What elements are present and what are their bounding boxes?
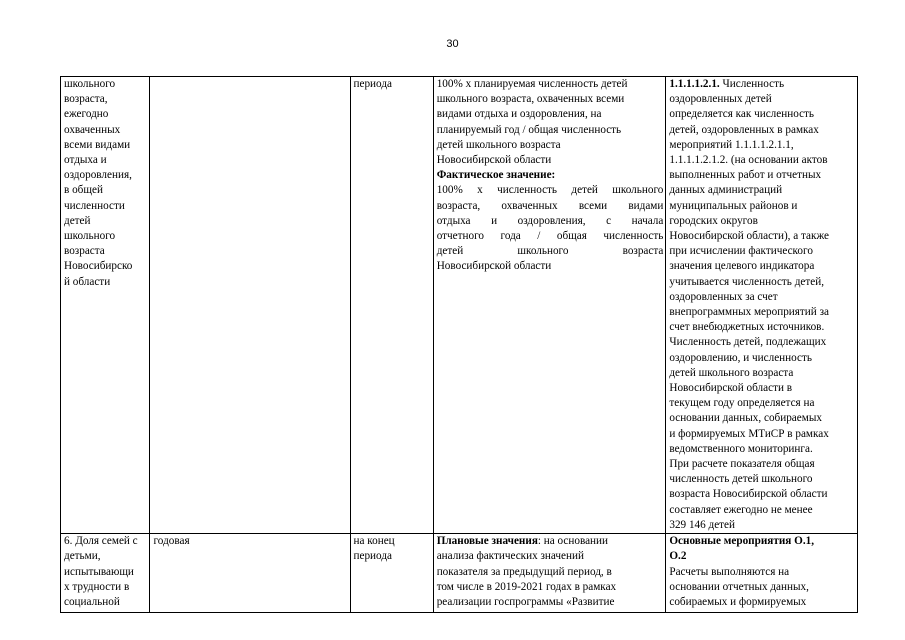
text-line: периода bbox=[353, 550, 392, 563]
text-line: школьного bbox=[64, 78, 116, 90]
method-text bbox=[669, 77, 855, 92]
text-line: составляет ежегодно не менее bbox=[669, 503, 813, 516]
text-line: 6. Доля семей с bbox=[64, 535, 138, 548]
table-row bbox=[61, 534, 858, 613]
plan-formula bbox=[437, 77, 664, 168]
text-line: отдыха и оздоровления, с начала bbox=[436, 214, 664, 227]
text-line: основании отчетных данных, bbox=[669, 580, 809, 593]
text-line: При расчете показателя общая bbox=[669, 458, 815, 471]
indicator-name-text bbox=[64, 77, 147, 290]
text-line: ежегодно bbox=[64, 108, 109, 121]
formula-cell bbox=[433, 77, 666, 534]
text-line: Основные мероприятия О.1, bbox=[669, 535, 815, 548]
text-line: всеми видами bbox=[64, 138, 131, 151]
text-line: детей школьного возраста bbox=[436, 138, 561, 151]
text-line: социальной bbox=[64, 595, 120, 608]
indicator-name-cell bbox=[61, 77, 150, 534]
period-cell bbox=[350, 534, 433, 613]
text-line: внепрограммных мероприятий за bbox=[669, 306, 829, 319]
text-line: оздоровленных за счет bbox=[669, 290, 778, 303]
text-line: возраста, охваченных всеми видами bbox=[436, 199, 664, 212]
period-text bbox=[354, 534, 431, 564]
method-body bbox=[669, 92, 855, 533]
text-line: численности bbox=[64, 199, 125, 212]
text-line: Новосибирско bbox=[64, 260, 133, 273]
text-line: том числе в 2019-2021 годах в рамках bbox=[436, 580, 617, 593]
text-line: значения целевого индикатора bbox=[669, 260, 815, 273]
text-line: отдыха и bbox=[64, 154, 107, 167]
text-line: 329 146 детей bbox=[669, 518, 736, 531]
main-activities-heading bbox=[669, 534, 855, 564]
text-line: численность детей школьного bbox=[669, 473, 813, 486]
text-line: основании данных, собираемых bbox=[669, 412, 822, 425]
text-line: испытывающи bbox=[64, 565, 134, 578]
text-line: мероприятий 1.1.1.1.2.1.1, bbox=[669, 138, 794, 151]
text-line: выполненных работ и отчетных bbox=[669, 169, 822, 182]
page-number: 30 bbox=[446, 38, 459, 50]
text-line: данных администраций bbox=[669, 184, 783, 197]
text-line: й области bbox=[64, 275, 111, 288]
text-line: Новосибирской области в bbox=[669, 382, 793, 395]
text-line: оздоровлению, и численность bbox=[669, 351, 812, 364]
text-line: ведомственного мониторинга. bbox=[669, 442, 813, 455]
text-line: на конец bbox=[353, 535, 395, 548]
method-cell bbox=[666, 534, 858, 613]
periodicity-cell: годовая bbox=[150, 534, 350, 613]
text-line: показателя за предыдущий период, в bbox=[436, 565, 612, 578]
text-line: учитывается численность детей, bbox=[669, 275, 824, 288]
plan-values-first: : на основании bbox=[537, 535, 609, 548]
text-line: в общей bbox=[64, 184, 103, 197]
text-line: Новосибирской области bbox=[436, 260, 552, 273]
text-line: отчетного года / общая численность bbox=[436, 230, 664, 243]
text-line: детей, оздоровленных в рамках bbox=[669, 123, 819, 136]
text-line: Новосибирской области), а также bbox=[669, 230, 829, 243]
text-line: городских округов bbox=[669, 214, 758, 227]
text-line: 1.1.1.1.2.1.2. (на основании актов bbox=[669, 154, 828, 167]
text-line: видами отдыха и оздоровления, на bbox=[436, 108, 602, 121]
text-line: оздоровления, bbox=[64, 169, 132, 182]
text-line: реализации госпрограммы «Развитие bbox=[436, 595, 615, 608]
method-body bbox=[669, 565, 855, 611]
plan-values bbox=[437, 534, 664, 549]
text-line: определяется как численность bbox=[669, 108, 815, 121]
plan-values-label: Плановые значения bbox=[436, 535, 538, 548]
formula-cell bbox=[433, 534, 666, 613]
text-line: Расчеты выполняются на bbox=[669, 565, 790, 578]
text-line: муниципальных районов и bbox=[669, 199, 798, 212]
text-line: детей школьного возраста bbox=[669, 366, 794, 379]
text-line: собираемых и формируемых bbox=[669, 595, 807, 608]
text-line: охваченных bbox=[64, 123, 121, 136]
text-line: детьми, bbox=[64, 550, 101, 563]
text-line: школьного возраста, охваченных всеми bbox=[436, 93, 625, 106]
fact-formula bbox=[437, 183, 664, 274]
text-line: планируемый год / общая численность bbox=[436, 123, 622, 136]
indicator-name-text bbox=[64, 534, 147, 610]
indicator-table bbox=[60, 76, 858, 613]
method-first-line: Численность bbox=[722, 78, 785, 90]
text-line: Новосибирской области bbox=[436, 154, 552, 167]
text-line: 100% x численность детей школьного bbox=[436, 184, 664, 197]
text-line: возраста, bbox=[64, 93, 108, 106]
text-line: возраста Новосибирской области bbox=[669, 488, 828, 501]
plan-values-body bbox=[437, 549, 664, 610]
text-line: О.2 bbox=[669, 550, 687, 563]
text-line: оздоровленных детей bbox=[669, 93, 772, 106]
method-cell bbox=[666, 77, 858, 534]
text-line: Численность детей, подлежащих bbox=[669, 336, 827, 349]
text-line: при исчислении фактического bbox=[669, 245, 813, 258]
periodicity-cell bbox=[150, 77, 350, 534]
text-line: 100% x планируемая численность детей bbox=[436, 78, 628, 90]
indicator-name-cell bbox=[61, 534, 150, 613]
text-line: возраста bbox=[64, 245, 105, 258]
text-line: текущем году определяется на bbox=[669, 397, 815, 410]
text-line: и формируемых МТиСР в рамках bbox=[669, 427, 829, 440]
text-line: школьного bbox=[64, 230, 116, 243]
text-line: анализа фактических значений bbox=[436, 550, 584, 563]
text-line: счет внебюджетных источников. bbox=[669, 321, 825, 334]
method-code: 1.1.1.1.2.1. bbox=[669, 78, 720, 90]
text-line: детей bbox=[64, 214, 91, 227]
text-line: детей школьного возраста bbox=[436, 245, 664, 258]
table-row bbox=[61, 77, 858, 534]
text-line: х трудности в bbox=[64, 580, 130, 593]
fact-heading: Фактическое значение: bbox=[436, 169, 556, 182]
period-cell: периода bbox=[350, 77, 433, 534]
